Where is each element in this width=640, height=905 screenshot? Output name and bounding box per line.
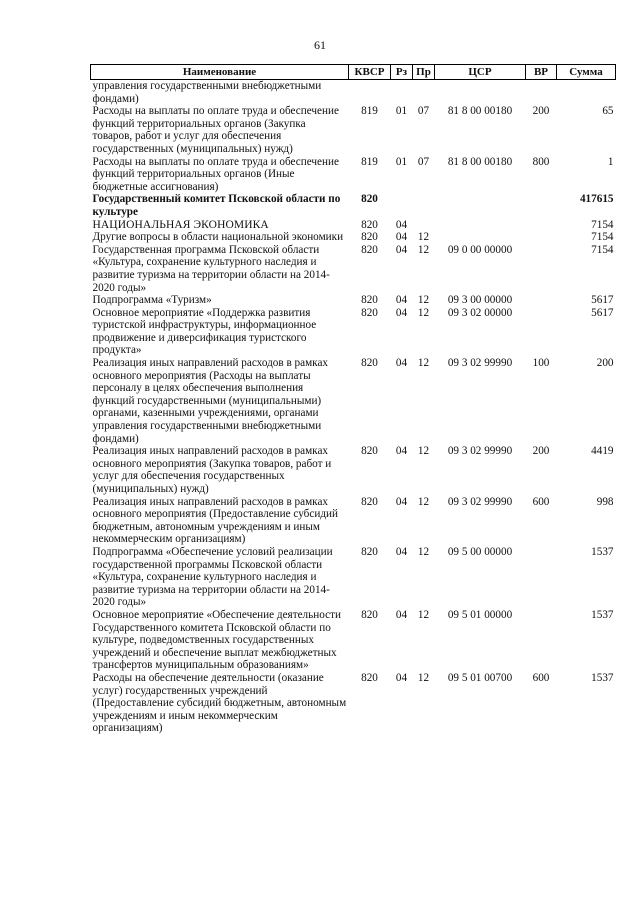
cell-kvsr: 820 [361, 445, 378, 458]
table-row [91, 357, 616, 445]
cell-sum: 5617 [591, 294, 614, 307]
cell-vr: 100 [532, 357, 550, 370]
cell-vr [526, 609, 557, 672]
cell-kvsr: 820 [361, 495, 378, 508]
cell-kvsr: 820 [361, 218, 378, 231]
cell-name: Реализация иных направлений расходов в рамках основного мероприятия (Расходы на выплаты персоналу в целях обеспечения выполнения функций государственными (муниципальными) органами, казенными учреждениями, органами управления государственными внебюджетными фондами) [92, 357, 329, 445]
cell-name: Основное мероприятие «Поддержка развития туристской инфраструктуры, информационное продвижение и диверсификация туристского продукта» [92, 306, 317, 357]
cell-sum: 1537 [591, 608, 614, 621]
cell-kvsr: 820 [361, 608, 378, 621]
cell-csr: 09 5 01 00000 [447, 608, 513, 621]
cell-pr: 07 [417, 155, 430, 168]
cell-vr [526, 294, 557, 307]
cell-kvsr: 820 [361, 193, 378, 206]
cell-pr: 12 [417, 306, 430, 319]
cell-kvsr: 820 [361, 231, 378, 244]
cell-name: Расходы на выплаты по оплате труда и обеспечение функций территориальных органов (Закупка товаров, работ и услуг для обеспечения государственных (муниципальных) нужд) [92, 105, 339, 155]
cell-csr [435, 80, 526, 106]
cell-pr: 12 [417, 608, 430, 621]
cell-pr: 12 [417, 243, 430, 256]
table-row [91, 546, 616, 609]
header-sum: Сумма [557, 65, 616, 80]
cell-vr: 600 [532, 495, 550, 508]
cell-kvsr: 820 [361, 243, 378, 256]
cell-name: Реализация иных направлений расходов в рамках основного мероприятия (Закупка товаров, работ и услуг для обеспечения государственных (муниципальных) нужд) [92, 445, 332, 495]
cell-vr [526, 546, 557, 609]
cell-rz: 04 [395, 294, 408, 307]
cell-pr [413, 80, 435, 106]
cell-sum: 4419 [591, 445, 614, 458]
cell-rz: 01 [395, 105, 408, 118]
cell-name: Подпрограмма «Туризм» [92, 294, 212, 307]
cell-name: Подпрограмма «Обеспечение условий реализации государственной программы Псковской области «Культура, сохранение культурного наследия и развитие туризма на территории области на 2014-2020 годы» [92, 545, 333, 609]
cell-sum: 200 [596, 357, 614, 370]
header-vr: ВР [526, 65, 557, 80]
cell-rz: 04 [395, 545, 408, 558]
cell-vr [526, 244, 557, 294]
cell-pr: 12 [417, 357, 430, 370]
cell-vr [526, 307, 557, 357]
cell-name: управления государственными внебюджетными фондами) [92, 80, 322, 105]
cell-rz: 04 [395, 218, 408, 231]
cell-sum: 417615 [579, 193, 614, 206]
cell-rz: 04 [395, 445, 408, 458]
header-pr: Пр [413, 65, 435, 80]
cell-vr: 600 [532, 671, 550, 684]
cell-pr: 12 [417, 294, 430, 307]
table-body [91, 80, 616, 735]
table-row [91, 609, 616, 672]
table-row [91, 219, 616, 232]
budget-table [90, 64, 616, 735]
cell-vr: 800 [532, 155, 550, 168]
cell-vr: 200 [532, 445, 550, 458]
table-row [91, 294, 616, 307]
cell-csr: 81 8 00 00180 [447, 105, 513, 118]
cell-sum: 7154 [591, 231, 614, 244]
cell-csr: 09 5 00 00000 [447, 545, 513, 558]
cell-name: Расходы на обеспечение деятельности (оказание услуг) государственных учреждений (Предоставление субсидий бюджетным, автономным учреждениям и иным некоммерческим организациям) [92, 671, 347, 735]
cell-name: Государственная программа Псковской области «Культура, сохранение культурного наследия и развитие туризма на территории области на 2014-2020 годы» [92, 243, 330, 294]
table-row [91, 496, 616, 546]
cell-rz [391, 193, 413, 218]
cell-name: НАЦИОНАЛЬНАЯ ЭКОНОМИКА [92, 218, 269, 231]
cell-rz [391, 80, 413, 106]
cell-csr: 09 3 02 99990 [447, 357, 513, 370]
cell-pr: 07 [417, 105, 430, 118]
cell-vr [526, 231, 557, 244]
header-name: Наименование [91, 65, 349, 80]
table-row [91, 193, 616, 218]
cell-vr [526, 193, 557, 218]
header-kvsr: КВСР [349, 65, 391, 80]
cell-vr [526, 219, 557, 232]
header-rz: Рз [391, 65, 413, 80]
cell-rz: 04 [395, 608, 408, 621]
cell-name: Расходы на выплаты по оплате труда и обеспечение функций территориальных органов (Иные бюджетные ассигнования) [92, 155, 339, 193]
cell-vr [526, 80, 557, 106]
cell-rz: 04 [395, 671, 408, 684]
cell-csr [435, 231, 526, 244]
cell-kvsr: 819 [361, 105, 378, 118]
cell-pr [413, 193, 435, 218]
cell-rz: 04 [395, 306, 408, 319]
cell-kvsr: 819 [361, 155, 378, 168]
cell-csr: 09 3 02 00000 [447, 306, 513, 319]
cell-kvsr: 820 [361, 357, 378, 370]
cell-kvsr: 820 [361, 545, 378, 558]
cell-sum [557, 80, 616, 106]
cell-kvsr: 820 [361, 306, 378, 319]
cell-csr: 09 5 01 00700 [447, 671, 513, 684]
cell-csr: 09 3 02 99990 [447, 445, 513, 458]
cell-rz: 04 [395, 357, 408, 370]
table-row [91, 231, 616, 244]
cell-name: Основное мероприятие «Обеспечение деятельности Государственного комитета Псковской области по культуре, подведомственных государственных учреждений и обеспечение выплат межбюджетных трансфертов муниципальным образованиям» [92, 608, 341, 672]
cell-sum: 7154 [591, 218, 614, 231]
cell-name: Государственный комитет Псковской области по культуре [92, 193, 341, 218]
cell-pr: 12 [417, 671, 430, 684]
cell-pr: 12 [417, 231, 430, 244]
cell-kvsr: 820 [361, 294, 378, 307]
cell-sum: 1537 [591, 671, 614, 684]
cell-rz: 01 [395, 155, 408, 168]
cell-rz: 04 [395, 231, 408, 244]
table-row [91, 445, 616, 495]
cell-csr: 09 3 00 00000 [447, 294, 513, 307]
cell-csr: 81 8 00 00180 [447, 155, 513, 168]
cell-kvsr [349, 80, 391, 106]
cell-csr [435, 193, 526, 218]
cell-sum: 998 [596, 495, 614, 508]
cell-vr: 200 [532, 105, 550, 118]
cell-rz: 04 [395, 495, 408, 508]
cell-csr: 09 0 00 00000 [447, 243, 513, 256]
cell-pr: 12 [417, 445, 430, 458]
cell-csr: 09 3 02 99990 [447, 495, 513, 508]
cell-sum: 65 [602, 105, 614, 118]
table-row [91, 244, 616, 294]
cell-csr [435, 219, 526, 232]
table-row [91, 307, 616, 357]
cell-pr: 12 [417, 495, 430, 508]
cell-sum: 7154 [591, 243, 614, 256]
cell-pr [413, 219, 435, 232]
cell-kvsr: 820 [361, 671, 378, 684]
cell-name: Другие вопросы в области национальной экономики [92, 231, 344, 244]
table-row [91, 105, 616, 155]
cell-sum: 5617 [591, 306, 614, 319]
table-row [91, 672, 616, 735]
table-row [91, 80, 616, 106]
cell-sum: 1 [607, 155, 614, 168]
cell-name: Реализация иных направлений расходов в рамках основного мероприятия (Предоставление субсидий бюджетным, автономным учреждениям и иным некоммерческим организациям) [92, 495, 338, 546]
page-number: 61 [314, 38, 326, 52]
cell-pr: 12 [417, 545, 430, 558]
table-row [91, 156, 616, 194]
cell-sum: 1537 [591, 545, 614, 558]
table-header [91, 65, 616, 80]
header-csr: ЦСР [435, 65, 526, 80]
cell-rz: 04 [395, 243, 408, 256]
